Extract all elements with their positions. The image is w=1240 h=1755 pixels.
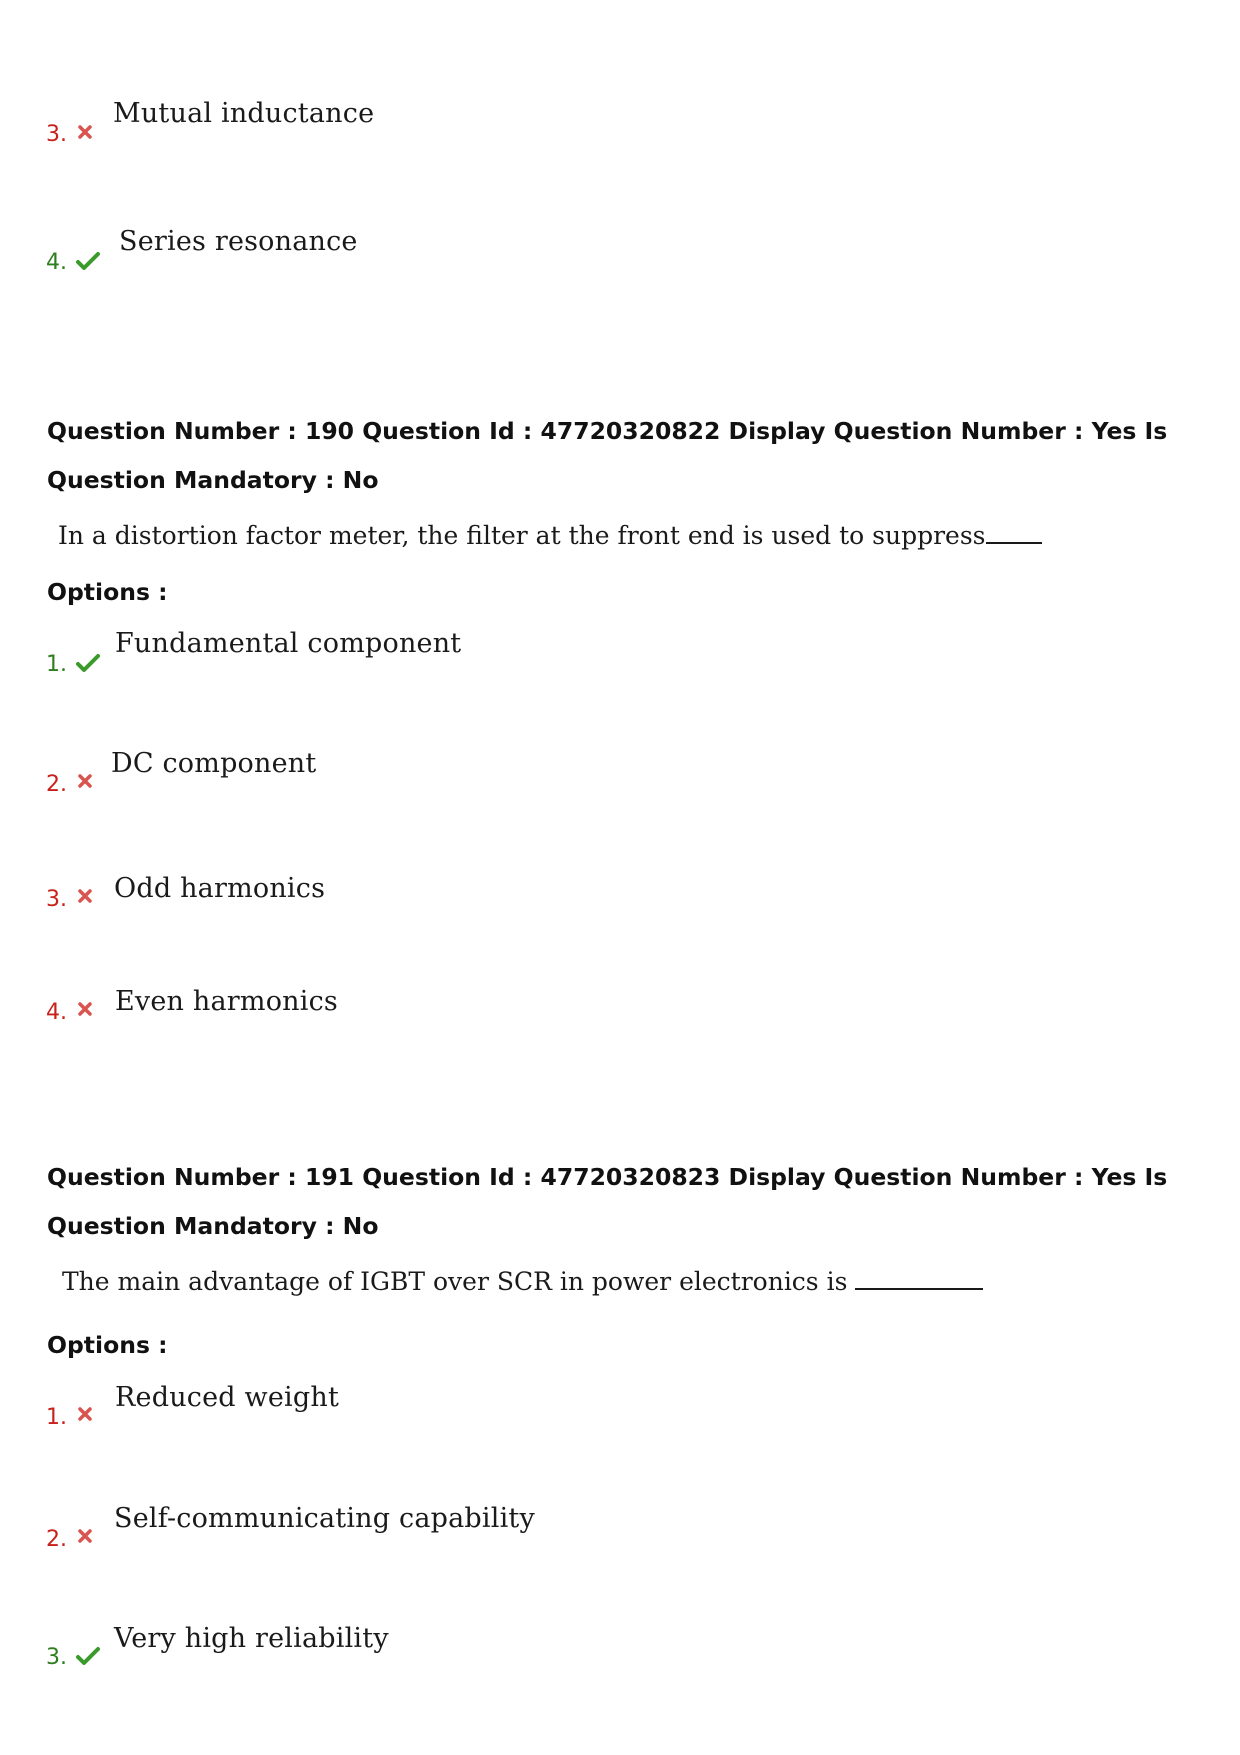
option-number: 2. <box>46 772 67 797</box>
option-number: 4. <box>46 250 67 275</box>
options-label: Options : <box>47 1331 168 1359</box>
option-row <box>46 772 67 798</box>
cross-icon <box>77 124 93 140</box>
option-row <box>46 1527 67 1553</box>
option-text: Odd harmonics <box>114 873 326 904</box>
option-row <box>46 250 67 276</box>
answer-blank <box>855 1264 983 1290</box>
option-row <box>46 1000 67 1026</box>
option-text: DC component <box>111 748 317 779</box>
option-text: Series resonance <box>119 226 358 257</box>
question-text <box>62 1264 983 1298</box>
question-text-content: In a distortion factor meter, the filter at the front end is used to suppress <box>58 521 986 550</box>
option-text: Self-communicating capability <box>114 1503 535 1534</box>
question-header: Question Number : 190 Question Id : 47720320822 Display Question Number : Yes Is Question Mandatory : No <box>47 417 1168 494</box>
option-text: Mutual inductance <box>113 98 375 129</box>
option-row <box>46 122 67 148</box>
cross-icon <box>77 1528 93 1544</box>
option-text: Fundamental component <box>115 628 462 659</box>
cross-icon <box>77 773 93 789</box>
option-row <box>46 1405 67 1431</box>
cross-icon <box>77 1001 93 1017</box>
question-header: Question Number : 191 Question Id : 47720320823 Display Question Number : Yes Is Question Mandatory : No <box>47 1163 1168 1240</box>
cross-icon <box>77 888 93 904</box>
question-text <box>58 518 1042 552</box>
option-number: 3. <box>46 1645 67 1670</box>
option-text: Even harmonics <box>115 986 338 1017</box>
cross-icon <box>77 1406 93 1422</box>
check-icon <box>75 1645 101 1667</box>
answer-blank <box>986 518 1042 544</box>
option-number: 3. <box>46 122 67 147</box>
options-label: Options : <box>47 578 168 606</box>
option-row <box>46 652 67 678</box>
check-icon <box>75 652 101 674</box>
check-icon <box>75 250 101 272</box>
option-text: Very high reliability <box>114 1623 389 1654</box>
option-number: 3. <box>46 887 67 912</box>
option-number: 1. <box>46 652 67 677</box>
option-number: 1. <box>46 1405 67 1430</box>
option-text: Reduced weight <box>115 1382 339 1413</box>
option-number: 4. <box>46 1000 67 1025</box>
question-text-content: The main advantage of IGBT over SCR in power electronics is <box>62 1267 848 1296</box>
option-row <box>46 1645 67 1671</box>
option-number: 2. <box>46 1527 67 1552</box>
option-row <box>46 887 67 913</box>
